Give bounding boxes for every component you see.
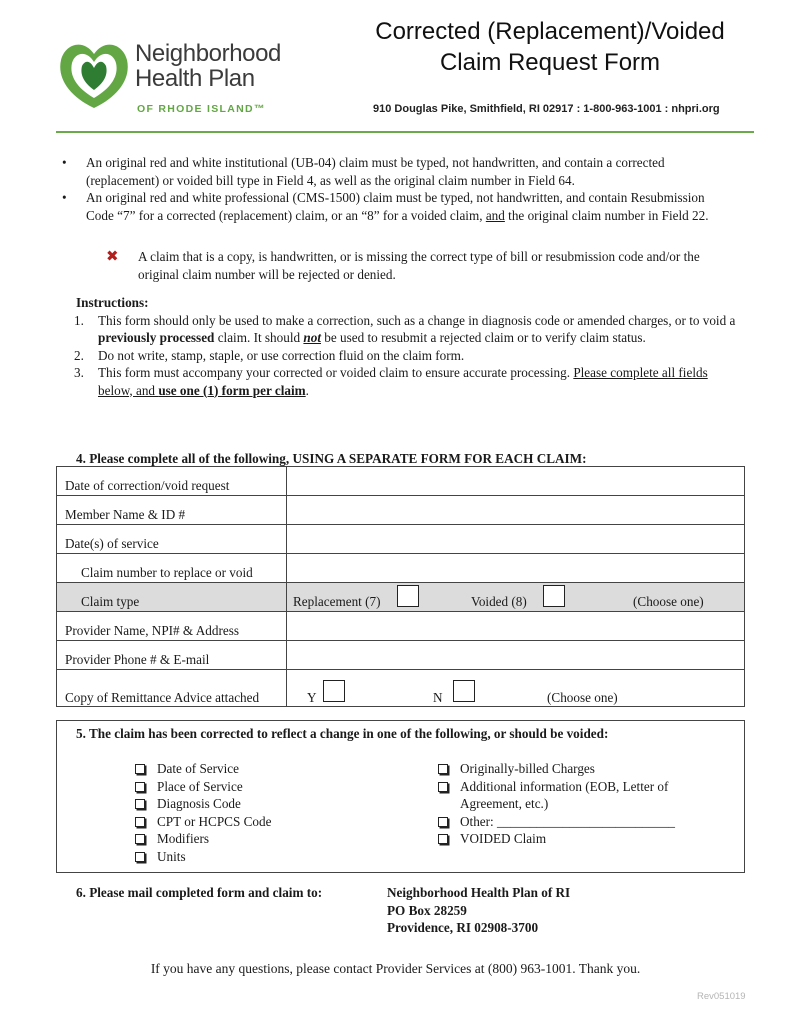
row-label-provider: Provider Name, NPI# & Address xyxy=(65,622,239,638)
checkbox-icon[interactable] xyxy=(135,852,145,862)
mailing-address xyxy=(387,884,570,937)
option-place-of-service[interactable] xyxy=(135,778,355,796)
instruction-number: 3. xyxy=(74,365,84,380)
row-label-correction-date: Date of correction/void request xyxy=(65,477,230,493)
option-label: Units xyxy=(157,848,186,864)
no-label: N xyxy=(433,689,443,705)
option-units[interactable] xyxy=(135,848,355,866)
row-label-service-dates: Date(s) of service xyxy=(65,535,159,551)
form-title-line1: Corrected (Replacement)/Voided xyxy=(375,18,725,45)
option-other[interactable] xyxy=(438,813,713,831)
voided-label: Voided (8) xyxy=(471,593,527,609)
table-row xyxy=(57,496,744,525)
checkbox-icon[interactable] xyxy=(438,782,448,792)
contact-line: 910 Douglas Pike, Smithfield, RI 02917 : 1-800-963-1001 : nhpri.org xyxy=(373,103,720,115)
logo-wordmark xyxy=(135,41,281,91)
option-diagnosis-code[interactable] xyxy=(135,795,355,813)
instruction-number: 1. xyxy=(74,312,84,328)
rejection-warning xyxy=(106,248,706,283)
option-modifiers[interactable] xyxy=(135,830,355,848)
voided-checkbox[interactable] xyxy=(543,585,565,607)
table-row xyxy=(57,612,744,641)
instruction-item xyxy=(76,364,736,399)
bullet-cms1500-text-a: An original red and white professional (CMS-1500) claim must be typed, not handwritten, and contain Resubmission Code “7” for a corrected (replacement) claim, or an “8” for a voided claim, xyxy=(86,190,705,223)
option-label: Diagnosis Code xyxy=(157,796,241,811)
section-4-heading xyxy=(76,450,587,468)
column-divider xyxy=(286,496,287,524)
choose-one-note: (Choose one) xyxy=(547,689,618,705)
option-label: Place of Service xyxy=(157,778,243,794)
column-divider xyxy=(286,467,287,495)
form-title xyxy=(345,16,755,78)
rejection-warning-text: A claim that is a copy, is handwritten, or is missing the correct type of bill or resubmission code and/or the original claim number will be rejected or denied. xyxy=(138,249,700,282)
option-label: Originally-billed Charges xyxy=(460,761,595,776)
table-row xyxy=(57,670,744,707)
instructions-heading: Instructions: xyxy=(76,295,149,310)
instruction-text-d: . xyxy=(305,382,309,398)
instructions xyxy=(76,294,736,399)
instruction-text: Do not write, stamp, staple, or use correction fluid on the claim form. xyxy=(98,347,465,363)
option-label: VOIDED Claim xyxy=(460,831,547,846)
revision-code: Rev051019 xyxy=(697,991,746,1002)
checkbox-icon[interactable] xyxy=(438,764,448,774)
column-divider xyxy=(286,670,287,707)
table-row xyxy=(57,467,744,496)
option-date-of-service[interactable] xyxy=(135,760,355,778)
checkbox-icon[interactable] xyxy=(438,817,448,827)
checkbox-icon[interactable] xyxy=(135,799,145,809)
no-checkbox[interactable] xyxy=(453,680,475,702)
instruction-item xyxy=(76,312,736,347)
checkbox-icon[interactable] xyxy=(135,782,145,792)
address-line: PO Box 28259 xyxy=(387,902,467,918)
column-divider xyxy=(286,554,287,582)
reason-options-right xyxy=(438,760,713,848)
bullet-cms1500-and: and xyxy=(485,207,505,223)
instruction-text-b: previously processed xyxy=(98,330,215,345)
option-originally-billed-charges[interactable] xyxy=(438,760,713,778)
column-divider xyxy=(286,583,287,611)
x-mark-icon: ✖ xyxy=(106,247,119,265)
address-line: Neighborhood Health Plan of RI xyxy=(387,885,571,900)
column-divider xyxy=(286,525,287,553)
yes-label: Y xyxy=(307,689,317,705)
option-label: CPT or HCPCS Code xyxy=(157,813,272,829)
section-4-heading-b: USING A SEPARATE FORM FOR EACH CLAIM: xyxy=(292,451,587,466)
replacement-checkbox[interactable] xyxy=(397,585,419,607)
instruction-text-c: use one (1) form per claim xyxy=(158,382,306,398)
instruction-text-a: This form should only be used to make a correction, such as a change in diagnosis code or amended charges, or to void a xyxy=(98,312,736,328)
section-6-heading: 6. Please mail completed form and claim to: xyxy=(76,885,323,900)
row-label-member: Member Name & ID # xyxy=(65,506,186,522)
instruction-item xyxy=(76,347,736,365)
column-divider xyxy=(286,641,287,669)
logo-name-line1: Neighborhood xyxy=(135,40,281,67)
reason-options-left xyxy=(135,760,355,865)
logo-subtitle: OF RHODE ISLAND™ xyxy=(137,103,266,115)
instruction-text-e: be used to resubmit a rejected claim or to verify claim status. xyxy=(321,330,646,345)
option-voided-claim[interactable] xyxy=(438,830,713,848)
row-label-remittance: Copy of Remittance Advice attached xyxy=(65,690,260,705)
address-line: Providence, RI 02908-3700 xyxy=(387,920,539,935)
option-label: Additional information (EOB, Letter of Agreement, etc.) xyxy=(460,778,669,811)
row-label-provider-contact: Provider Phone # & E-mail xyxy=(65,651,210,667)
contact-note: If you have any questions, please contact Provider Services at (800) 963-1001. Thank you. xyxy=(150,961,641,976)
nhpri-logo xyxy=(55,36,315,118)
instruction-text-a: This form must accompany your corrected or voided claim to ensure accurate processing. xyxy=(98,365,574,380)
logo-name-line2: Health Plan xyxy=(135,65,255,92)
requirements-list xyxy=(62,154,722,224)
row-label-claim-number: Claim number to replace or void xyxy=(81,564,253,580)
section-4-heading-a: 4. Please complete all of the following, xyxy=(76,451,293,466)
bullet-cms1500-text-c: the original claim number in Field 22. xyxy=(504,207,709,223)
column-divider xyxy=(286,612,287,640)
replacement-label: Replacement (7) xyxy=(293,593,381,609)
table-row xyxy=(57,641,744,670)
bullet-ub04: • An original red and white institutional (UB-04) claim must be typed, not handwritten, and contain a corrected (replacement) or voided bill type in Field 4, as well as the original claim number in Field 64. xyxy=(62,154,722,189)
instruction-number: 2. xyxy=(74,347,84,363)
checkbox-icon[interactable] xyxy=(438,834,448,844)
row-label-claim-type: Claim type xyxy=(81,593,140,609)
option-additional-information[interactable] xyxy=(438,778,713,813)
checkbox-icon[interactable] xyxy=(135,817,145,827)
option-label: Other: ___________________________ xyxy=(460,813,676,829)
table-row xyxy=(57,525,744,554)
heart-leaf-icon xyxy=(55,36,133,116)
form-title-line2: Claim Request Form xyxy=(439,49,661,76)
header-divider xyxy=(56,131,754,133)
yes-checkbox[interactable] xyxy=(323,680,345,702)
instruction-text-c: claim. It should xyxy=(214,330,304,345)
choose-one-note: (Choose one) xyxy=(633,593,704,609)
section-5-heading: 5. The claim has been corrected to reflect a change in one of the following, or should be voided: xyxy=(76,726,609,741)
instruction-text-not: not xyxy=(303,330,321,345)
instruction-text-b: Please complete all fields below, and xyxy=(98,365,708,398)
option-cpt-hcpcs-code[interactable] xyxy=(135,813,355,831)
bullet-cms1500 xyxy=(62,189,722,224)
checkbox-icon[interactable] xyxy=(135,834,145,844)
checkbox-icon[interactable] xyxy=(135,764,145,774)
table-row xyxy=(57,583,744,612)
table-row xyxy=(57,554,744,583)
claim-info-table xyxy=(56,466,745,707)
correction-reason-box xyxy=(56,720,745,873)
option-label: Date of Service xyxy=(157,761,240,776)
option-label: Modifiers xyxy=(157,831,210,846)
